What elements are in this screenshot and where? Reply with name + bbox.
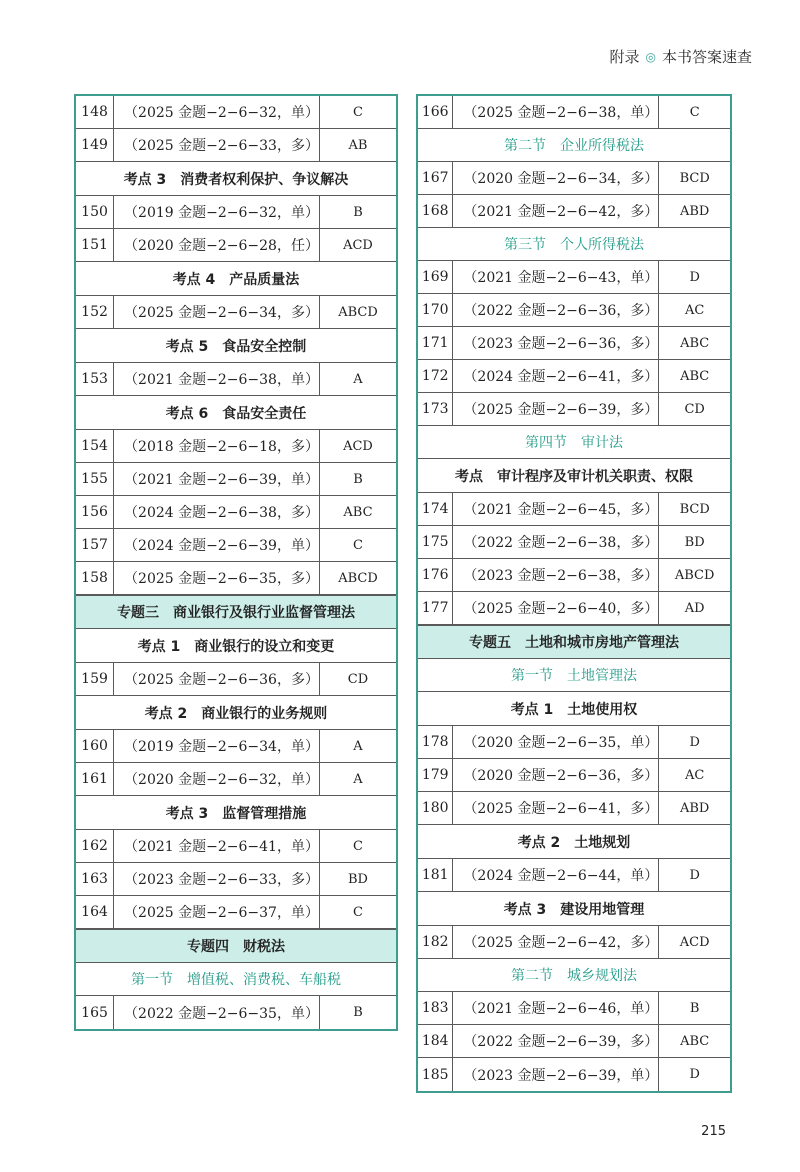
question-source: （2019 金题−2−6−34，单） [114, 730, 320, 762]
question-number: 151 [76, 229, 114, 261]
answer-key: B [689, 1000, 700, 1016]
answer-key: B [353, 471, 363, 487]
question-source: （2025 金题−2−6−42，多） [453, 926, 659, 958]
question-source: （2022 金题−2−6−36，多） [453, 294, 659, 326]
answer-row [76, 296, 396, 329]
answer-row [76, 896, 396, 929]
answer-key: ACD [679, 934, 710, 950]
question-source: （2021 金题−2−6−45，多） [453, 493, 659, 525]
right-answer-table [416, 94, 732, 1093]
answer-row [76, 129, 396, 162]
answer-key: ABCD [338, 570, 378, 586]
answer-key: ACD [343, 438, 373, 454]
key-point-heading: 考点 3 建设用地管理 [418, 892, 730, 926]
question-number: 168 [418, 195, 453, 227]
answer-key: A [353, 771, 363, 787]
question-source: （2020 金题−2−6−34，多） [453, 162, 659, 194]
answer-key: BCD [679, 501, 710, 517]
question-source: （2018 金题−2−6−18，多） [114, 430, 320, 462]
question-source: （2025 金题−2−6−34，多） [114, 296, 320, 328]
answer-row [76, 996, 396, 1029]
answer-key: ABCD [338, 304, 378, 320]
answer-row [76, 229, 396, 262]
question-source: （2025 金题−2−6−35，多） [114, 562, 320, 594]
question-source: （2024 金题−2−6−41，多） [453, 360, 659, 392]
question-number: 173 [418, 393, 453, 425]
answer-row [418, 526, 730, 559]
key-point-heading: 考点 2 商业银行的业务规则 [76, 696, 396, 730]
question-source: （2025 金题−2−6−32，单） [114, 96, 320, 128]
answer-row [418, 360, 730, 393]
answer-key: ABCD [674, 567, 715, 583]
key-point-heading: 考点 2 土地规划 [418, 825, 730, 859]
question-number: 165 [76, 996, 114, 1029]
question-number: 157 [76, 529, 114, 561]
question-number: 149 [76, 129, 114, 161]
answer-key: BD [347, 871, 368, 887]
answer-key: A [353, 371, 363, 387]
answer-row [76, 96, 396, 129]
question-number: 161 [76, 763, 114, 795]
answer-key: AB [348, 137, 368, 153]
question-number: 185 [418, 1058, 453, 1091]
answer-key: C [353, 104, 363, 120]
question-source: （2025 金题−2−6−41，多） [453, 792, 659, 824]
page-header [609, 46, 752, 67]
key-point-heading: 考点 6 食品安全责任 [76, 396, 396, 430]
answer-row [76, 363, 396, 396]
answer-row [76, 196, 396, 229]
answer-key: C [353, 838, 363, 854]
question-number: 175 [418, 526, 453, 558]
question-source: （2023 金题−2−6−33，多） [114, 863, 320, 895]
question-source: （2020 金题−2−6−28，任） [114, 229, 320, 261]
topic-heading: 专题四 财税法 [76, 929, 396, 963]
question-source: （2021 金题−2−6−41，单） [114, 830, 320, 862]
question-source: （2020 金题−2−6−36，多） [453, 759, 659, 791]
question-number: 184 [418, 1025, 453, 1057]
answer-row [418, 294, 730, 327]
question-source: （2025 金题−2−6−38，单） [453, 96, 659, 128]
answer-key: D [689, 867, 700, 883]
question-number: 177 [418, 592, 453, 624]
answer-key: C [689, 104, 700, 120]
question-number: 158 [76, 562, 114, 594]
answer-row [76, 529, 396, 562]
question-number: 153 [76, 363, 114, 395]
question-number: 163 [76, 863, 114, 895]
answer-row [76, 463, 396, 496]
answer-row [418, 759, 730, 792]
header-title: 本书答案速查 [661, 48, 752, 66]
question-number: 148 [76, 96, 114, 128]
answer-row [76, 730, 396, 763]
question-number: 156 [76, 496, 114, 528]
question-source: （2021 金题−2−6−43，单） [453, 261, 659, 293]
question-source: （2020 金题−2−6−32，单） [114, 763, 320, 795]
question-number: 174 [418, 493, 453, 525]
question-source: （2022 金题−2−6−39，多） [453, 1025, 659, 1057]
answer-key: ABC [680, 335, 710, 351]
section-heading: 第二节 城乡规划法 [418, 959, 730, 992]
answer-row [76, 496, 396, 529]
question-number: 176 [418, 559, 453, 591]
answer-row [418, 726, 730, 759]
question-source: （2023 金题−2−6−36，多） [453, 327, 659, 359]
answer-row [418, 493, 730, 526]
answer-key: D [689, 734, 700, 750]
answer-row [76, 763, 396, 796]
left-answer-table [74, 94, 398, 1031]
question-number: 181 [418, 859, 453, 891]
answer-row [418, 859, 730, 892]
question-number: 159 [76, 663, 114, 695]
section-heading: 第二节 企业所得税法 [418, 129, 730, 162]
question-source: （2024 金题−2−6−44，单） [453, 859, 659, 891]
key-point-heading: 考点 1 土地使用权 [418, 692, 730, 726]
key-point-heading: 考点 1 商业银行的设立和变更 [76, 629, 396, 663]
question-source: （2025 金题−2−6−37，单） [114, 896, 320, 928]
question-number: 183 [418, 992, 453, 1024]
answer-key: ACD [343, 237, 373, 253]
question-source: （2022 金题−2−6−38，多） [453, 526, 659, 558]
answer-row [418, 195, 730, 228]
question-source: （2023 金题−2−6−39，单） [453, 1058, 659, 1091]
question-number: 180 [418, 792, 453, 824]
key-point-heading: 考点 4 产品质量法 [76, 262, 396, 296]
answer-row [418, 162, 730, 195]
key-point-heading: 考点 3 消费者权利保护、争议解决 [76, 162, 396, 196]
answer-row [418, 393, 730, 426]
answer-key: ABD [679, 203, 710, 219]
answer-row [76, 830, 396, 863]
question-source: （2024 金题−2−6−39，单） [114, 529, 320, 561]
answer-key: C [353, 904, 363, 920]
answer-row [76, 663, 396, 696]
section-heading: 第一节 增值税、消费税、车船税 [76, 963, 396, 996]
answer-key: ABC [343, 504, 373, 520]
topic-heading: 专题五 土地和城市房地产管理法 [418, 625, 730, 659]
question-source: （2025 金题−2−6−39，多） [453, 393, 659, 425]
question-number: 171 [418, 327, 453, 359]
answer-row [76, 863, 396, 896]
answer-key: D [689, 269, 700, 285]
answer-row [418, 992, 730, 1025]
header-separator-icon: ◎ [645, 49, 656, 64]
answer-row [76, 562, 396, 595]
answer-key: D [689, 1067, 700, 1082]
answer-key: AC [684, 767, 705, 783]
answer-row [418, 926, 730, 959]
section-heading: 第一节 土地管理法 [418, 659, 730, 692]
question-number: 169 [418, 261, 453, 293]
answer-key: AD [684, 600, 705, 616]
answer-key: BCD [679, 170, 710, 186]
question-source: （2021 金题−2−6−46，单） [453, 992, 659, 1024]
answer-row [418, 559, 730, 592]
question-number: 160 [76, 730, 114, 762]
question-source: （2019 金题−2−6−32，单） [114, 196, 320, 228]
answer-key: C [353, 537, 363, 553]
section-heading: 第三节 个人所得税法 [418, 228, 730, 261]
answer-row [418, 792, 730, 825]
answer-row [418, 261, 730, 294]
answer-row [418, 96, 730, 129]
answer-key: A [353, 738, 363, 754]
answer-key: AC [684, 302, 705, 318]
question-number: 167 [418, 162, 453, 194]
answer-key: ABD [679, 800, 710, 816]
answer-key: CD [347, 671, 369, 687]
question-number: 154 [76, 430, 114, 462]
answer-row [76, 430, 396, 463]
question-source: （2021 金题−2−6−38，单） [114, 363, 320, 395]
answer-row [418, 592, 730, 625]
question-number: 150 [76, 196, 114, 228]
question-source: （2021 金题−2−6−42，多） [453, 195, 659, 227]
answer-key: B [353, 204, 363, 220]
question-source: （2023 金题−2−6−38，多） [453, 559, 659, 591]
answer-key: ABC [680, 1033, 710, 1049]
question-number: 182 [418, 926, 453, 958]
answer-row [418, 1058, 730, 1091]
key-point-heading: 考点 3 监督管理措施 [76, 796, 396, 830]
question-source: （2020 金题−2−6−35，单） [453, 726, 659, 758]
question-number: 162 [76, 830, 114, 862]
section-heading: 第四节 审计法 [418, 426, 730, 459]
key-point-heading: 考点 审计程序及审计机关职责、权限 [418, 459, 730, 493]
header-appendix: 附录 [609, 48, 640, 66]
answer-key: ABC [680, 368, 710, 384]
question-source: （2021 金题−2−6−39，单） [114, 463, 320, 495]
topic-heading: 专题三 商业银行及银行业监督管理法 [76, 595, 396, 629]
question-number: 178 [418, 726, 453, 758]
question-number: 166 [418, 96, 453, 128]
answer-key: CD [684, 401, 705, 417]
key-point-heading: 考点 5 食品安全控制 [76, 329, 396, 363]
question-number: 164 [76, 896, 114, 928]
question-source: （2022 金题−2−6−35，单） [114, 996, 320, 1029]
answer-row [418, 1025, 730, 1058]
question-source: （2025 金题−2−6−33，多） [114, 129, 320, 161]
answer-key: BD [684, 534, 705, 550]
question-source: （2025 金题−2−6−40，多） [453, 592, 659, 624]
question-number: 179 [418, 759, 453, 791]
question-number: 155 [76, 463, 114, 495]
question-source: （2024 金题−2−6−38，多） [114, 496, 320, 528]
question-number: 172 [418, 360, 453, 392]
question-number: 170 [418, 294, 453, 326]
question-number: 152 [76, 296, 114, 328]
page-number: 215 [701, 1124, 726, 1139]
question-source: （2025 金题−2−6−36，多） [114, 663, 320, 695]
answer-row [418, 327, 730, 360]
answer-key: B [353, 1005, 363, 1020]
